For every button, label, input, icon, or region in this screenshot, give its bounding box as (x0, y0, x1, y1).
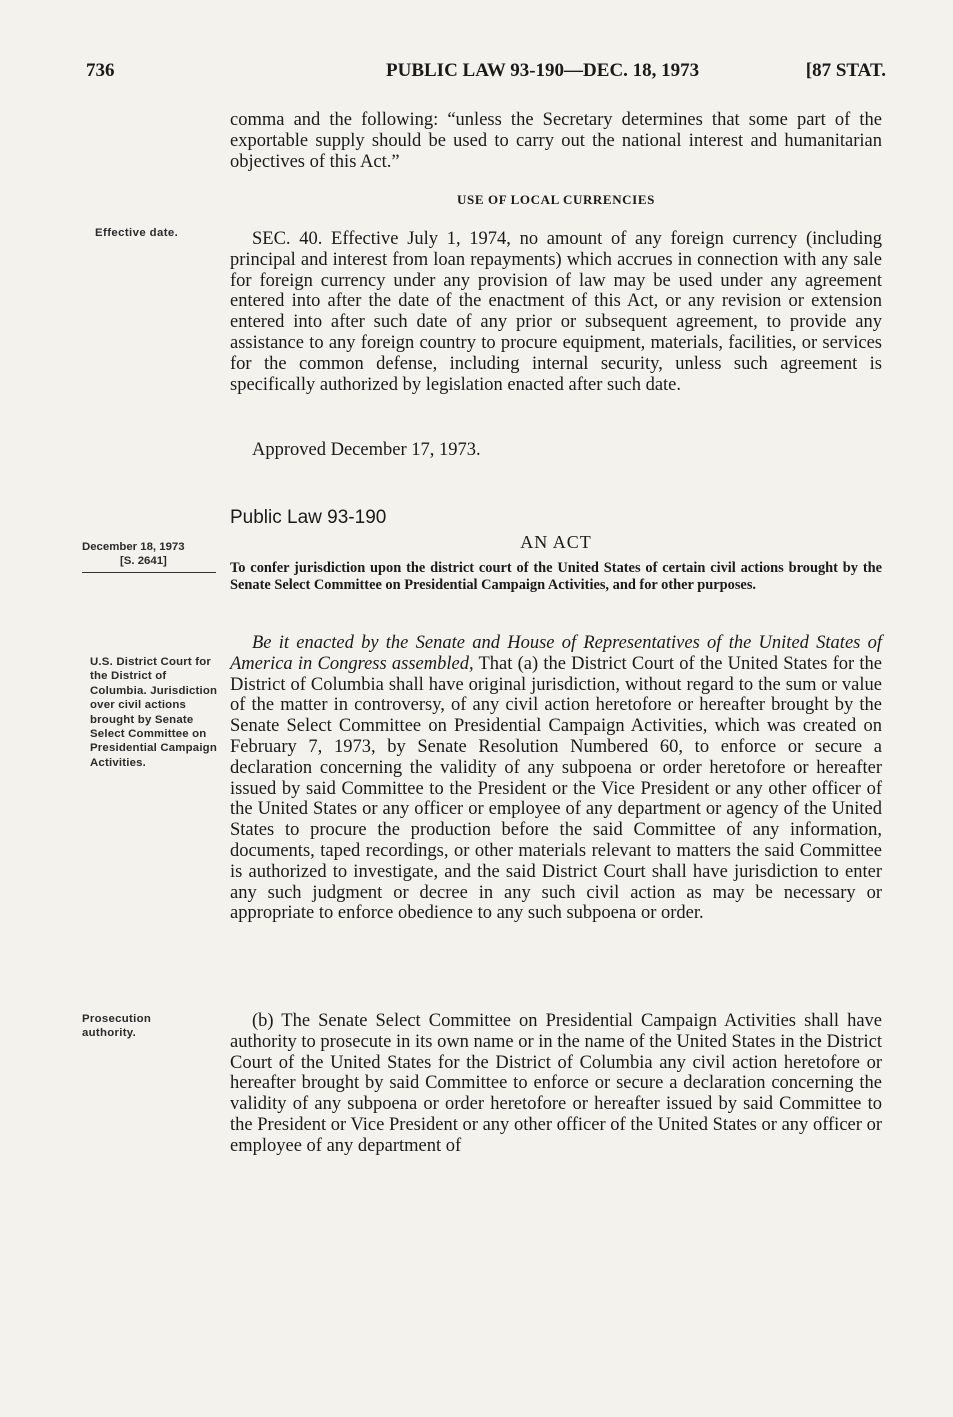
margin-note-prosecution: Prosecution authority. (82, 1013, 152, 1040)
approval-line: Approved December 17, 1973. (252, 440, 481, 460)
margin-divider (82, 572, 216, 573)
page-header (86, 60, 886, 86)
enactment-date: December 18, 1973 (82, 541, 185, 553)
subsection-b-paragraph: (b) The Senate Select Committee on Presidential Campaign Activities shall have authority to prosecute in its own name or in the name of the United States in the District Court of the United States for the District of Columbia any civil action heretofore or hereafter brought by said Committee to enforce or secure a declaration concerning the validity of any subpoena or order heretofore or hereafter issued by said Committee to the President or Vice President or any other officer of the United States or any officer or employee of any department of (230, 1011, 882, 1156)
margin-note-enactment-date (82, 540, 217, 569)
section-40-text: Effective July 1, 1974, no amount of any foreign currency (including principal and interest from loan repayments) which accrues in connection with any sale for foreign currency under any provision of law may be used under any agreement entered into after the date of the enactment of this Act, or any revision or extension entered into after such date of any prior or subsequent agreement, to provide any assistance to any foreign country to procure equipment, materials, facilities, or services for the common defense, including internal security, unless such agreement is specifically authorized by legislation enacted after such date. (230, 229, 882, 395)
section-label: SEC. 40. (252, 229, 323, 249)
subsection-a-text: That (a) the District Court of the United States for the District of Columbia shall have original jurisdiction, without regard to the sum or value of the matter in controversy, of any civil action heretofore or hereafter brought by the Senate Select Committee on Presidential Campaign Activities, which was created on February 7, 1973, by Senate Resolution Numbered 60, to enforce or secure a declaration concerning the validity of any subpoena or order heretofore or hereafter issued by said Committee to the President or the Vice President or any other officer of the United States or any officer or employee of any department or agency of the United States to procure the production before the said Committee of any information, documents, taped recordings, or other materials relevant to matters the said Committee is authorized to investigate, and the said District Court shall have jurisdiction to enter any such judgment or decree in any such civil action as may be necessary or appropriate to enforce obedience to any such subpoena or order. (230, 653, 882, 924)
section-heading: USE OF LOCAL CURRENCIES (457, 192, 655, 207)
enacting-clause: Be it enacted by the Senate and House of Representatives of the United States of America in Congress assembled, (230, 633, 882, 674)
statute-reference: [87 STAT. (805, 60, 886, 81)
act-heading: AN ACT (520, 532, 592, 552)
enacting-clause-paragraph (230, 633, 882, 924)
public-law-number: Public Law 93-190 (230, 507, 387, 528)
bill-number: [S. 2641] (120, 555, 167, 568)
continuation-paragraph: comma and the following: “unless the Secretary determines that some part of the exportable supply should be used to carry out the national interest and humanitarian objectives of this Act.” (230, 110, 882, 172)
header-title: PUBLIC LAW 93-190—DEC. 18, 1973 (386, 60, 700, 81)
page-number: 736 (86, 60, 115, 81)
margin-note-district-court: U.S. District Court for the District of Columbia. Jurisdiction over civil actions brought by Senate Select Committee on Presidential Campaign Activities. (90, 656, 218, 769)
margin-note-effective-date: Effective date. (95, 227, 179, 239)
act-purpose: To confer jurisdiction upon the district court of the United States of certain civil actions brought by the Senate Select Committee on Presidential Campaign Activities, and for other purposes. (230, 560, 882, 593)
section-40-paragraph (230, 229, 882, 395)
